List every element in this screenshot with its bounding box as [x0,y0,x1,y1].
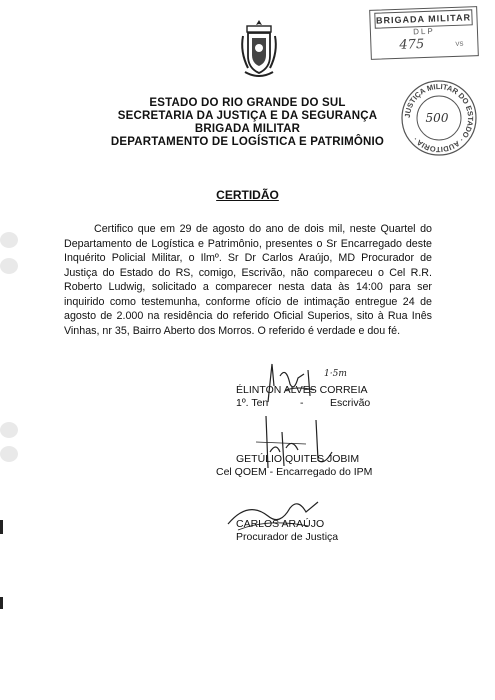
signer-2-name: GETÚLIO QUITES JOBIM [236,453,360,465]
punch-hole [0,446,18,462]
edge-mark [0,597,3,609]
header-department: DEPARTAMENTO DE LOGÍSTICA E PATRIMÔNIO [110,136,385,148]
header-state: ESTADO DO RIO GRANDE DO SUL [149,97,346,109]
document-title: CERTIDÃO [216,188,279,202]
signer-3-role: Procurador de Justiça [236,531,339,543]
signer-1-role: Escrivão [330,397,371,409]
signer-2-role: Cel QOEM - Encarregado do IPM [216,466,373,478]
header-secretariat: SECRETARIA DA JUSTIÇA E DA SEGURANÇA [117,110,378,122]
svg-text:1·5m: 1·5m [324,369,347,379]
punch-hole [0,258,18,274]
brigada-militar-stamp [369,6,479,60]
svg-text:500: 500 [425,111,449,125]
edge-mark [0,520,3,534]
stamp-department: DLP [413,26,435,37]
certificate-body [64,222,432,338]
signer-3-name: CARLOS ARAÚJO [236,518,325,530]
svg-text:JUSTIÇA MILITAR DO ESTADO · AU: JUSTIÇA MILITAR DO ESTADO · AUDITORIA · [402,81,476,155]
certificate-paragraph: Certifico que em 29 de agosto do ano de dois mil, neste Quartel do Departamento de Logística e Patrimônio, presentes o Sr Encarregado deste Inquérito Policial Militar, o Ilmº. Sr Dr Carlos Araújo, MD Procurador de Justiça do Estado do RS, comigo, Escrivão, não compareceu o Cel R.R. Roberto Ludwig, solicitado a comparecer nesta data às 14:00 para ser inquirido como testemunha, conforme ofício de intimação entregue 24 de agosto de 2.000 na residência do referido Oficial Superios, sito à Rua Inês Vinhas, nr 35, Bairro Aberto dos Morros. O referido é verdade e dou fé. [64,223,432,337]
header-brigade: BRIGADA MILITAR [194,123,301,135]
signer-1-name: ÉLINTON ALVES CORREIA [236,384,368,396]
stamp-page-number: 475 [399,37,425,53]
signer-1-rank: 1º. Ten [236,397,269,409]
stamp-suffix: VS [455,41,464,48]
signer-1-separator: - [300,397,304,409]
stamp-institution: BRIGADA MILITAR [374,9,472,28]
punch-hole [0,422,18,438]
coat-of-arms-emblem [238,18,280,80]
punch-hole [0,232,18,248]
